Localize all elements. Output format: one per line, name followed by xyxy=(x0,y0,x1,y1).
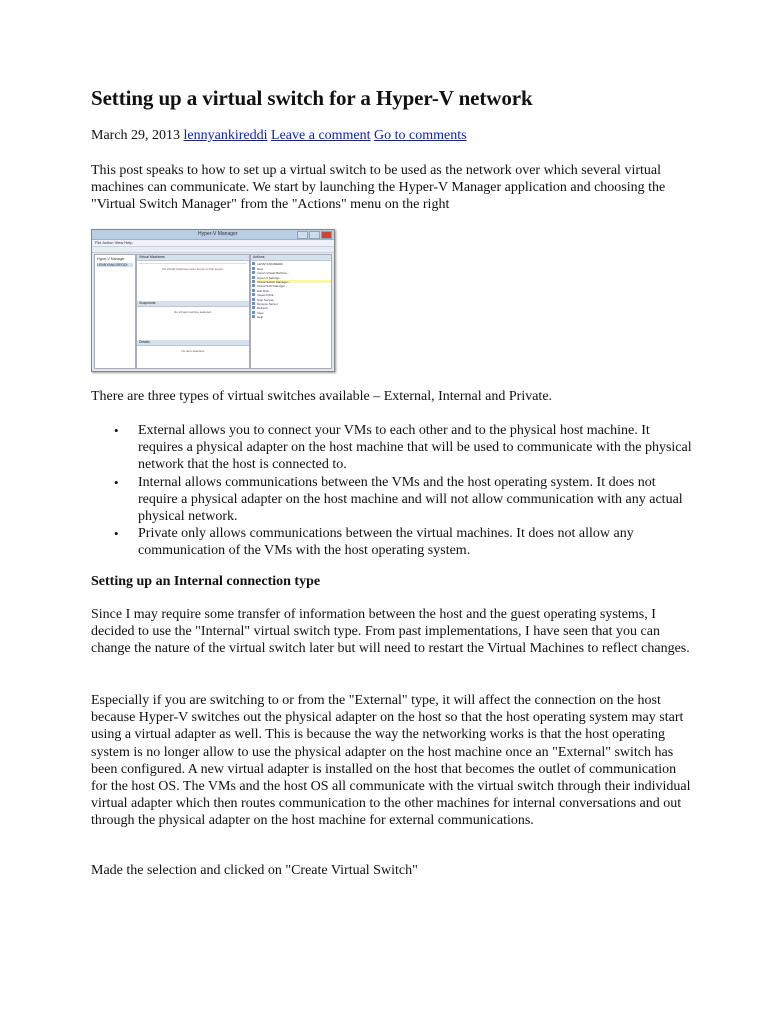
vm-section-header: Virtual Machines xyxy=(137,255,249,261)
list-item: • External allows you to connect your VMs to each other and to the physical host machine. It requires a physical adapter on the host machine that will be used to communicate with the physical network that the host is connected to. xyxy=(138,422,698,474)
action-item: Stop Service xyxy=(257,298,331,301)
post-date: March 29, 2013 xyxy=(91,128,181,143)
screenshot-actions-pane xyxy=(250,254,332,369)
close-icon xyxy=(321,231,332,239)
divider xyxy=(139,263,247,264)
screenshot-toolbar xyxy=(92,247,334,253)
action-item: Hyper-V Settings... xyxy=(257,276,331,279)
list-item: • Private only allows communications between the virtual machines. It does not allow any communication of the VMs with the host operating system. xyxy=(138,525,698,559)
screenshot-center-pane xyxy=(136,254,250,369)
action-item: Help xyxy=(257,315,331,318)
hyperv-manager-screenshot xyxy=(91,229,335,372)
section-heading: Setting up an Internal connection type xyxy=(91,574,321,589)
snapshots-section-header: Snapshots xyxy=(137,301,249,307)
list-item: • Internal allows communications between the VMs and the host operating system. It does not require a physical adapter on the host machine and will not allow communication with any actual physical network. xyxy=(138,474,698,526)
intro-paragraph: This post speaks to how to set up a virtual switch to be used as the network over which several virtual machines can communicate. We start by launching the Hyper-V Manager application and choosing the "Virtual Switch Manager" from the "Actions" menu on the right xyxy=(91,163,666,213)
action-item: Remove Server xyxy=(257,302,331,305)
vm-empty-text: No virtual machines were found on this server. xyxy=(162,267,224,271)
switch-types-list xyxy=(112,422,698,560)
screenshot-window-title: Hyper-V Manager xyxy=(198,231,238,237)
action-item: View xyxy=(257,311,331,314)
action-item: LENNYANKIREDDI xyxy=(257,262,331,265)
action-item: New xyxy=(257,267,331,270)
minimize-icon xyxy=(297,231,308,239)
go-to-comments-link[interactable]: Go to comments xyxy=(374,128,467,143)
article-title: Setting up a virtual switch for a Hyper-V network xyxy=(91,86,533,110)
tree-item: LENNYANKIREDDI xyxy=(97,263,133,267)
types-intro-paragraph: There are three types of virtual switches available – External, Internal and Private. xyxy=(91,389,553,404)
actions-header: Actions xyxy=(251,255,331,261)
action-item: Import Virtual Machine... xyxy=(257,271,331,274)
action-item: Virtual SAN Manager... xyxy=(257,284,331,287)
action-item: Refresh xyxy=(257,306,331,309)
details-section-header: Details xyxy=(137,340,249,346)
leave-comment-link[interactable]: Leave a comment xyxy=(271,128,371,143)
paragraph-external-explanation: Especially if you are switching to or from the "External" type, it will affect the connection on the host because Hyper-V switches out the physical adapter on the host so that the host operating system may start using a virtual adapter as well. This is because the way the networking works is that the host operating system is no longer allow to use the physical adapter on the host machine once an "External" switch has been configured. A new virtual adapter is installed on the host that becomes the outlet of communication for the host OS. The VMs and the host OS all communicate with the virtual switch through their individual virtual adapter which then routes communication to the other machines for internal conversations and out through the physical adapter on the host machine for external communications. xyxy=(91,693,691,829)
action-item: Inspect Disk... xyxy=(257,293,331,296)
paragraph-internal-choice: Since I may require some transfer of information between the host and the guest operating systems, I decided to use the "Internal" virtual switch type. From past implementations, I have seen that you can change the nature of the virtual switch later but will need to restart the Virtual Machines to reflect changes. xyxy=(91,607,690,657)
window-buttons xyxy=(297,231,332,239)
screenshot-menubar: File Action View Help xyxy=(92,240,334,247)
screenshot-tree-pane xyxy=(94,254,136,369)
action-item: Edit Disk... xyxy=(257,289,331,292)
maximize-icon xyxy=(309,231,320,239)
details-empty-text: No item selected. xyxy=(181,349,205,353)
tree-item: Hyper-V Manager xyxy=(97,257,125,261)
snapshots-empty-text: No virtual machine selected. xyxy=(174,310,212,314)
article-meta xyxy=(91,128,467,144)
action-item-virtual-switch-manager: Virtual Switch Manager... xyxy=(257,280,331,283)
author-link[interactable]: lennyankireddi xyxy=(183,128,268,143)
screenshot-titlebar xyxy=(92,230,334,240)
paragraph-create-switch: Made the selection and clicked on "Create Virtual Switch" xyxy=(91,863,418,878)
